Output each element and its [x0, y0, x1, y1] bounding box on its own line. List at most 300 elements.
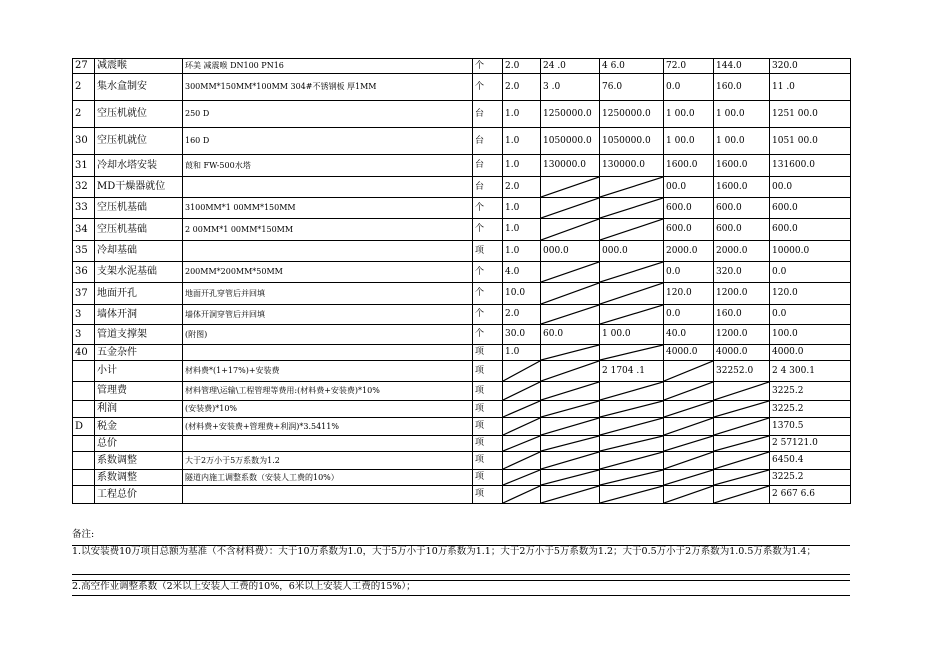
cell-spec: 大于2万小于5万系数为1.2: [183, 452, 473, 470]
diagonal-strike: [664, 401, 713, 417]
price-table: [72, 58, 851, 504]
cell-total: 10000.0: [770, 241, 851, 262]
cell-name: 利润: [95, 401, 183, 418]
cell-unit: 台: [473, 101, 503, 128]
cell-total: 320.0: [770, 59, 851, 74]
cell-price-3: [664, 382, 714, 401]
cell-spec: 墙体开洞穿管后并回填: [183, 305, 473, 325]
cell-unit: 个: [473, 305, 503, 325]
cell-no: D: [73, 418, 95, 436]
cell-spec: (材料费+安装费+管理费+利润)*3.5411%: [183, 418, 473, 436]
cell-price-2: [600, 262, 664, 283]
cell-price-4: 2000.0: [714, 241, 770, 262]
table-row: [73, 59, 851, 74]
cell-unit: 个: [473, 262, 503, 283]
diagonal-strike: [714, 486, 769, 503]
cell-unit: 个: [473, 219, 503, 241]
cell-price-2: 4 6.0: [600, 59, 664, 74]
table-row: [73, 198, 851, 219]
cell-qty: 30.0: [503, 325, 541, 345]
cell-price-3: 00.0: [664, 177, 714, 198]
cell-qty: 1.0: [503, 241, 541, 262]
cell-qty: 1.0: [503, 101, 541, 128]
cell-no: 3: [73, 305, 95, 325]
table-row: [73, 128, 851, 155]
cell-price-4: 160.0: [714, 74, 770, 101]
diagonal-strike: [541, 436, 599, 451]
cell-total: 2 4 300.1: [770, 361, 851, 382]
cell-no: 31: [73, 155, 95, 177]
cell-price-2: [600, 401, 664, 418]
cell-total: 1051 00.0: [770, 128, 851, 155]
diagonal-strike: [600, 345, 663, 360]
cell-spec: [183, 345, 473, 361]
diagonal-strike: [714, 382, 769, 400]
cell-price-1: [541, 345, 600, 361]
diagonal-strike: [714, 401, 769, 417]
cell-price-4: [714, 418, 770, 436]
diagonal-strike: [664, 382, 713, 400]
table-row: [73, 345, 851, 361]
diagonal-strike: [503, 436, 540, 451]
cell-qty: 4.0: [503, 262, 541, 283]
cell-price-3: [664, 470, 714, 486]
diagonal-strike: [503, 452, 540, 469]
cell-price-1: [541, 262, 600, 283]
cell-price-2: [600, 470, 664, 486]
cell-name: 系数调整: [95, 470, 183, 486]
cell-price-1: [541, 401, 600, 418]
diagonal-strike: [541, 219, 599, 240]
cell-price-3: 120.0: [664, 283, 714, 305]
cell-unit: 项: [473, 401, 503, 418]
cell-price-2: 1050000.0: [600, 128, 664, 155]
cell-total: 6450.4: [770, 452, 851, 470]
cell-price-2: [600, 283, 664, 305]
cell-spec: 200MM*200MM*50MM: [183, 262, 473, 283]
cell-price-3: 0.0: [664, 74, 714, 101]
cell-name: 空压机就位: [95, 101, 183, 128]
cell-price-4: 32252.0: [714, 361, 770, 382]
cell-unit: 台: [473, 155, 503, 177]
cell-unit: 个: [473, 283, 503, 305]
cell-qty: [503, 361, 541, 382]
diagonal-strike: [541, 452, 599, 469]
cell-price-1: 60.0: [541, 325, 600, 345]
diagonal-strike: [664, 361, 713, 381]
diagonal-strike: [600, 219, 663, 240]
table-row: [73, 177, 851, 198]
cell-price-3: [664, 361, 714, 382]
cell-price-1: 24 .0: [541, 59, 600, 74]
cell-qty: [503, 470, 541, 486]
cell-spec: (安装费)*10%: [183, 401, 473, 418]
diagonal-strike: [541, 283, 599, 304]
cell-price-4: 144.0: [714, 59, 770, 74]
diagonal-strike: [600, 401, 663, 417]
cell-price-4: [714, 382, 770, 401]
cell-total: 0.0: [770, 262, 851, 283]
cell-price-3: 2000.0: [664, 241, 714, 262]
cell-price-2: [600, 198, 664, 219]
cell-no: [73, 382, 95, 401]
cell-total: 4000.0: [770, 345, 851, 361]
cell-price-1: [541, 283, 600, 305]
cell-spec: 3100MM*1 00MM*150MM: [183, 198, 473, 219]
cell-price-2: 76.0: [600, 74, 664, 101]
cell-price-4: [714, 452, 770, 470]
note-line-2: 2.高空作业调整系数（2米以上安装人工费的10%，6米以上安装人工费的15%）；: [72, 580, 850, 596]
diagonal-strike: [600, 177, 663, 197]
diagonal-strike: [541, 345, 599, 360]
cell-total: 11 .0: [770, 74, 851, 101]
cell-price-4: [714, 470, 770, 486]
cell-price-3: 0.0: [664, 305, 714, 325]
diagonal-strike: [541, 470, 599, 485]
diagonal-strike: [714, 418, 769, 435]
cell-price-2: [600, 382, 664, 401]
diagonal-strike: [541, 177, 599, 197]
cell-total: 1251 00.0: [770, 101, 851, 128]
cell-name: 工程总价: [95, 486, 183, 504]
cell-spec: 隧道内施工调整系数（安装人工费的10%）: [183, 470, 473, 486]
note-line-1: 1.以安装费10万项目总额为基准（不含材料费）：大于10万系数为1.0，大于5万小于10万系数为1.1；大于2万小于5万系数为1.2；大于0.5万小于2万系数为1.0.5万系数为1.4；: [72, 545, 850, 575]
cell-price-4: 1200.0: [714, 325, 770, 345]
cell-price-3: 4000.0: [664, 345, 714, 361]
diagonal-strike: [600, 418, 663, 435]
cell-qty: 2.0: [503, 74, 541, 101]
cell-price-2: [600, 177, 664, 198]
cell-price-4: [714, 486, 770, 504]
cell-spec: 250 D: [183, 101, 473, 128]
cell-spec: 160 D: [183, 128, 473, 155]
cell-price-4: [714, 436, 770, 452]
cell-unit: 个: [473, 325, 503, 345]
cell-no: 30: [73, 128, 95, 155]
cell-name: 空压机就位: [95, 128, 183, 155]
diagonal-strike: [503, 361, 540, 381]
cell-unit: 项: [473, 345, 503, 361]
diagonal-strike: [600, 198, 663, 218]
cell-no: 35: [73, 241, 95, 262]
table-row: [73, 452, 851, 470]
cell-price-4: 160.0: [714, 305, 770, 325]
table-row: [73, 155, 851, 177]
cell-name: 五金杂件: [95, 345, 183, 361]
table-row: [73, 418, 851, 436]
cell-total: 0.0: [770, 305, 851, 325]
table-body: [73, 59, 851, 504]
cell-price-1: [541, 198, 600, 219]
cell-name: 减震喉: [95, 59, 183, 74]
diagonal-strike: [503, 382, 540, 400]
table-row: [73, 382, 851, 401]
cell-qty: 10.0: [503, 283, 541, 305]
cell-qty: 1.0: [503, 155, 541, 177]
cell-unit: 台: [473, 128, 503, 155]
table-row: [73, 305, 851, 325]
cell-price-2: [600, 219, 664, 241]
cell-price-2: 000.0: [600, 241, 664, 262]
cell-spec: [183, 486, 473, 504]
cell-price-3: [664, 436, 714, 452]
cell-price-3: 1 00.0: [664, 101, 714, 128]
cell-name: 空压机基础: [95, 198, 183, 219]
table-row: [73, 262, 851, 283]
cell-name: 税金: [95, 418, 183, 436]
diagonal-strike: [541, 262, 599, 282]
cell-price-3: 40.0: [664, 325, 714, 345]
diagonal-strike: [503, 418, 540, 435]
cell-price-2: [600, 305, 664, 325]
cell-no: 2: [73, 101, 95, 128]
cell-unit: 项: [473, 418, 503, 436]
cell-price-2: 130000.0: [600, 155, 664, 177]
cell-total: 1370.5: [770, 418, 851, 436]
table-row: [73, 283, 851, 305]
cell-unit: 项: [473, 452, 503, 470]
cell-no: 36: [73, 262, 95, 283]
cell-price-4: 600.0: [714, 198, 770, 219]
cell-price-4: 1 00.0: [714, 128, 770, 155]
cell-price-3: 1 00.0: [664, 128, 714, 155]
cell-qty: [503, 382, 541, 401]
cell-price-2: [600, 436, 664, 452]
cell-name: 集水盒制安: [95, 74, 183, 101]
cell-price-2: [600, 486, 664, 504]
diagonal-strike: [503, 470, 540, 485]
cell-no: [73, 470, 95, 486]
cell-spec: 葭和 FW-500水塔: [183, 155, 473, 177]
cell-price-4: 320.0: [714, 262, 770, 283]
cell-total: 600.0: [770, 219, 851, 241]
cell-total: 2 57121.0: [770, 436, 851, 452]
cell-unit: 项: [473, 382, 503, 401]
cell-price-4: 1 00.0: [714, 101, 770, 128]
cell-price-3: 1600.0: [664, 155, 714, 177]
cell-price-3: [664, 486, 714, 504]
cell-total: 120.0: [770, 283, 851, 305]
diagonal-strike: [541, 198, 599, 218]
diagonal-strike: [600, 262, 663, 282]
cell-price-3: 600.0: [664, 219, 714, 241]
cell-price-3: 72.0: [664, 59, 714, 74]
diagonal-strike: [541, 382, 599, 400]
diagonal-strike: [600, 452, 663, 469]
cell-qty: 1.0: [503, 219, 541, 241]
cell-no: [73, 436, 95, 452]
cell-unit: 项: [473, 470, 503, 486]
diagonal-strike: [503, 401, 540, 417]
cell-unit: 项: [473, 486, 503, 504]
diagonal-strike: [541, 486, 599, 503]
diagonal-strike: [714, 436, 769, 451]
table-row: [73, 101, 851, 128]
cell-price-3: [664, 418, 714, 436]
cell-spec: [183, 177, 473, 198]
cell-name: 管理费: [95, 382, 183, 401]
diagonal-strike: [503, 486, 540, 503]
cell-price-1: 130000.0: [541, 155, 600, 177]
cell-price-4: 1600.0: [714, 177, 770, 198]
cell-price-3: [664, 452, 714, 470]
diagonal-strike: [541, 401, 599, 417]
cell-price-1: [541, 452, 600, 470]
cell-unit: 个: [473, 59, 503, 74]
cell-qty: [503, 486, 541, 504]
cell-unit: 个: [473, 198, 503, 219]
cell-price-1: [541, 382, 600, 401]
cell-name: 总价: [95, 436, 183, 452]
cell-qty: [503, 401, 541, 418]
diagonal-strike: [714, 470, 769, 485]
cell-name: 墙体开洞: [95, 305, 183, 325]
cell-spec: 环美 减震喉 DN100 PN16: [183, 59, 473, 74]
cell-price-4: 1200.0: [714, 283, 770, 305]
diagonal-strike: [664, 470, 713, 485]
cell-price-4: 600.0: [714, 219, 770, 241]
cell-price-2: 1250000.0: [600, 101, 664, 128]
cell-name: 支架水泥基础: [95, 262, 183, 283]
cell-price-1: 1250000.0: [541, 101, 600, 128]
cell-price-2: 1 00.0: [600, 325, 664, 345]
table-row: [73, 470, 851, 486]
diagonal-strike: [714, 452, 769, 469]
cell-price-1: [541, 177, 600, 198]
cell-qty: [503, 436, 541, 452]
cell-name: MD干燥器就位: [95, 177, 183, 198]
cell-qty: [503, 452, 541, 470]
cell-no: [73, 401, 95, 418]
diagonal-strike: [600, 470, 663, 485]
cell-qty: 1.0: [503, 345, 541, 361]
table-row: [73, 325, 851, 345]
cell-no: 2: [73, 74, 95, 101]
cell-spec: 2 00MM*1 00MM*150MM: [183, 219, 473, 241]
cell-spec: (附图): [183, 325, 473, 345]
cell-name: 冷却基础: [95, 241, 183, 262]
diagonal-strike: [600, 283, 663, 304]
table-row: [73, 241, 851, 262]
cell-no: [73, 486, 95, 504]
cell-name: 管道支撑架: [95, 325, 183, 345]
table-row: [73, 436, 851, 452]
cell-no: 32: [73, 177, 95, 198]
diagonal-strike: [664, 452, 713, 469]
cell-qty: 1.0: [503, 198, 541, 219]
notes-label: 备注:: [72, 529, 95, 540]
cell-total: 00.0: [770, 177, 851, 198]
cell-unit: 项: [473, 436, 503, 452]
cell-unit: 项: [473, 361, 503, 382]
cell-price-2: [600, 345, 664, 361]
cell-no: 37: [73, 283, 95, 305]
cell-qty: 2.0: [503, 59, 541, 74]
cell-price-1: [541, 361, 600, 382]
cell-price-4: 1600.0: [714, 155, 770, 177]
cell-no: [73, 452, 95, 470]
table-row: [73, 74, 851, 101]
cell-unit: 项: [473, 241, 503, 262]
cell-qty: 1.0: [503, 128, 541, 155]
diagonal-strike: [600, 436, 663, 451]
diagonal-strike: [600, 382, 663, 400]
cell-spec: 材料管理\运输\工程管理等费用:(材料费+安装费)*10%: [183, 382, 473, 401]
cell-name: 系数调整: [95, 452, 183, 470]
cell-name: 空压机基础: [95, 219, 183, 241]
cell-name: 冷却水塔安装: [95, 155, 183, 177]
cell-price-1: 3 .0: [541, 74, 600, 101]
diagonal-strike: [664, 418, 713, 435]
cell-spec: 300MM*150MM*100MM 304#不锈钢板 厚1MM: [183, 74, 473, 101]
cell-no: 27: [73, 59, 95, 74]
cell-spec: [183, 436, 473, 452]
diagonal-strike: [541, 418, 599, 435]
cell-price-1: [541, 436, 600, 452]
cell-price-1: [541, 470, 600, 486]
cell-spec: 材料费*(1+17%)+安装费: [183, 361, 473, 382]
cell-total: 2 667 6.6: [770, 486, 851, 504]
cell-no: [73, 361, 95, 382]
cell-no: 33: [73, 198, 95, 219]
cell-total: 131600.0: [770, 155, 851, 177]
cell-total: 100.0: [770, 325, 851, 345]
cell-price-1: 1050000.0: [541, 128, 600, 155]
quotation-sheet: [72, 58, 850, 504]
table-row: [73, 486, 851, 504]
table-row: [73, 219, 851, 241]
cell-price-2: [600, 418, 664, 436]
cell-qty: [503, 418, 541, 436]
cell-unit: 台: [473, 177, 503, 198]
cell-name: 小计: [95, 361, 183, 382]
cell-price-1: [541, 418, 600, 436]
cell-price-3: 600.0: [664, 198, 714, 219]
cell-price-4: [714, 401, 770, 418]
diagonal-strike: [664, 486, 713, 503]
cell-price-1: [541, 219, 600, 241]
diagonal-strike: [600, 305, 663, 324]
table-row: [73, 361, 851, 382]
cell-price-3: [664, 401, 714, 418]
cell-no: 3: [73, 325, 95, 345]
cell-qty: 2.0: [503, 177, 541, 198]
cell-unit: 个: [473, 74, 503, 101]
cell-no: 40: [73, 345, 95, 361]
cell-price-1: 000.0: [541, 241, 600, 262]
table-row: [73, 401, 851, 418]
cell-price-1: [541, 486, 600, 504]
cell-spec: [183, 241, 473, 262]
cell-price-4: 4000.0: [714, 345, 770, 361]
cell-price-3: 0.0: [664, 262, 714, 283]
diagonal-strike: [541, 361, 599, 381]
cell-total: 3225.2: [770, 382, 851, 401]
cell-price-2: 2 1704 .1: [600, 361, 664, 382]
cell-name: 地面开孔: [95, 283, 183, 305]
diagonal-strike: [600, 486, 663, 503]
cell-price-1: [541, 305, 600, 325]
cell-total: 600.0: [770, 198, 851, 219]
cell-no: 34: [73, 219, 95, 241]
cell-spec: 地面开孔穿管后并回填: [183, 283, 473, 305]
cell-price-2: [600, 452, 664, 470]
diagonal-strike: [664, 436, 713, 451]
cell-qty: 2.0: [503, 305, 541, 325]
diagonal-strike: [541, 305, 599, 324]
cell-total: 3225.2: [770, 401, 851, 418]
cell-total: 3225.2: [770, 470, 851, 486]
